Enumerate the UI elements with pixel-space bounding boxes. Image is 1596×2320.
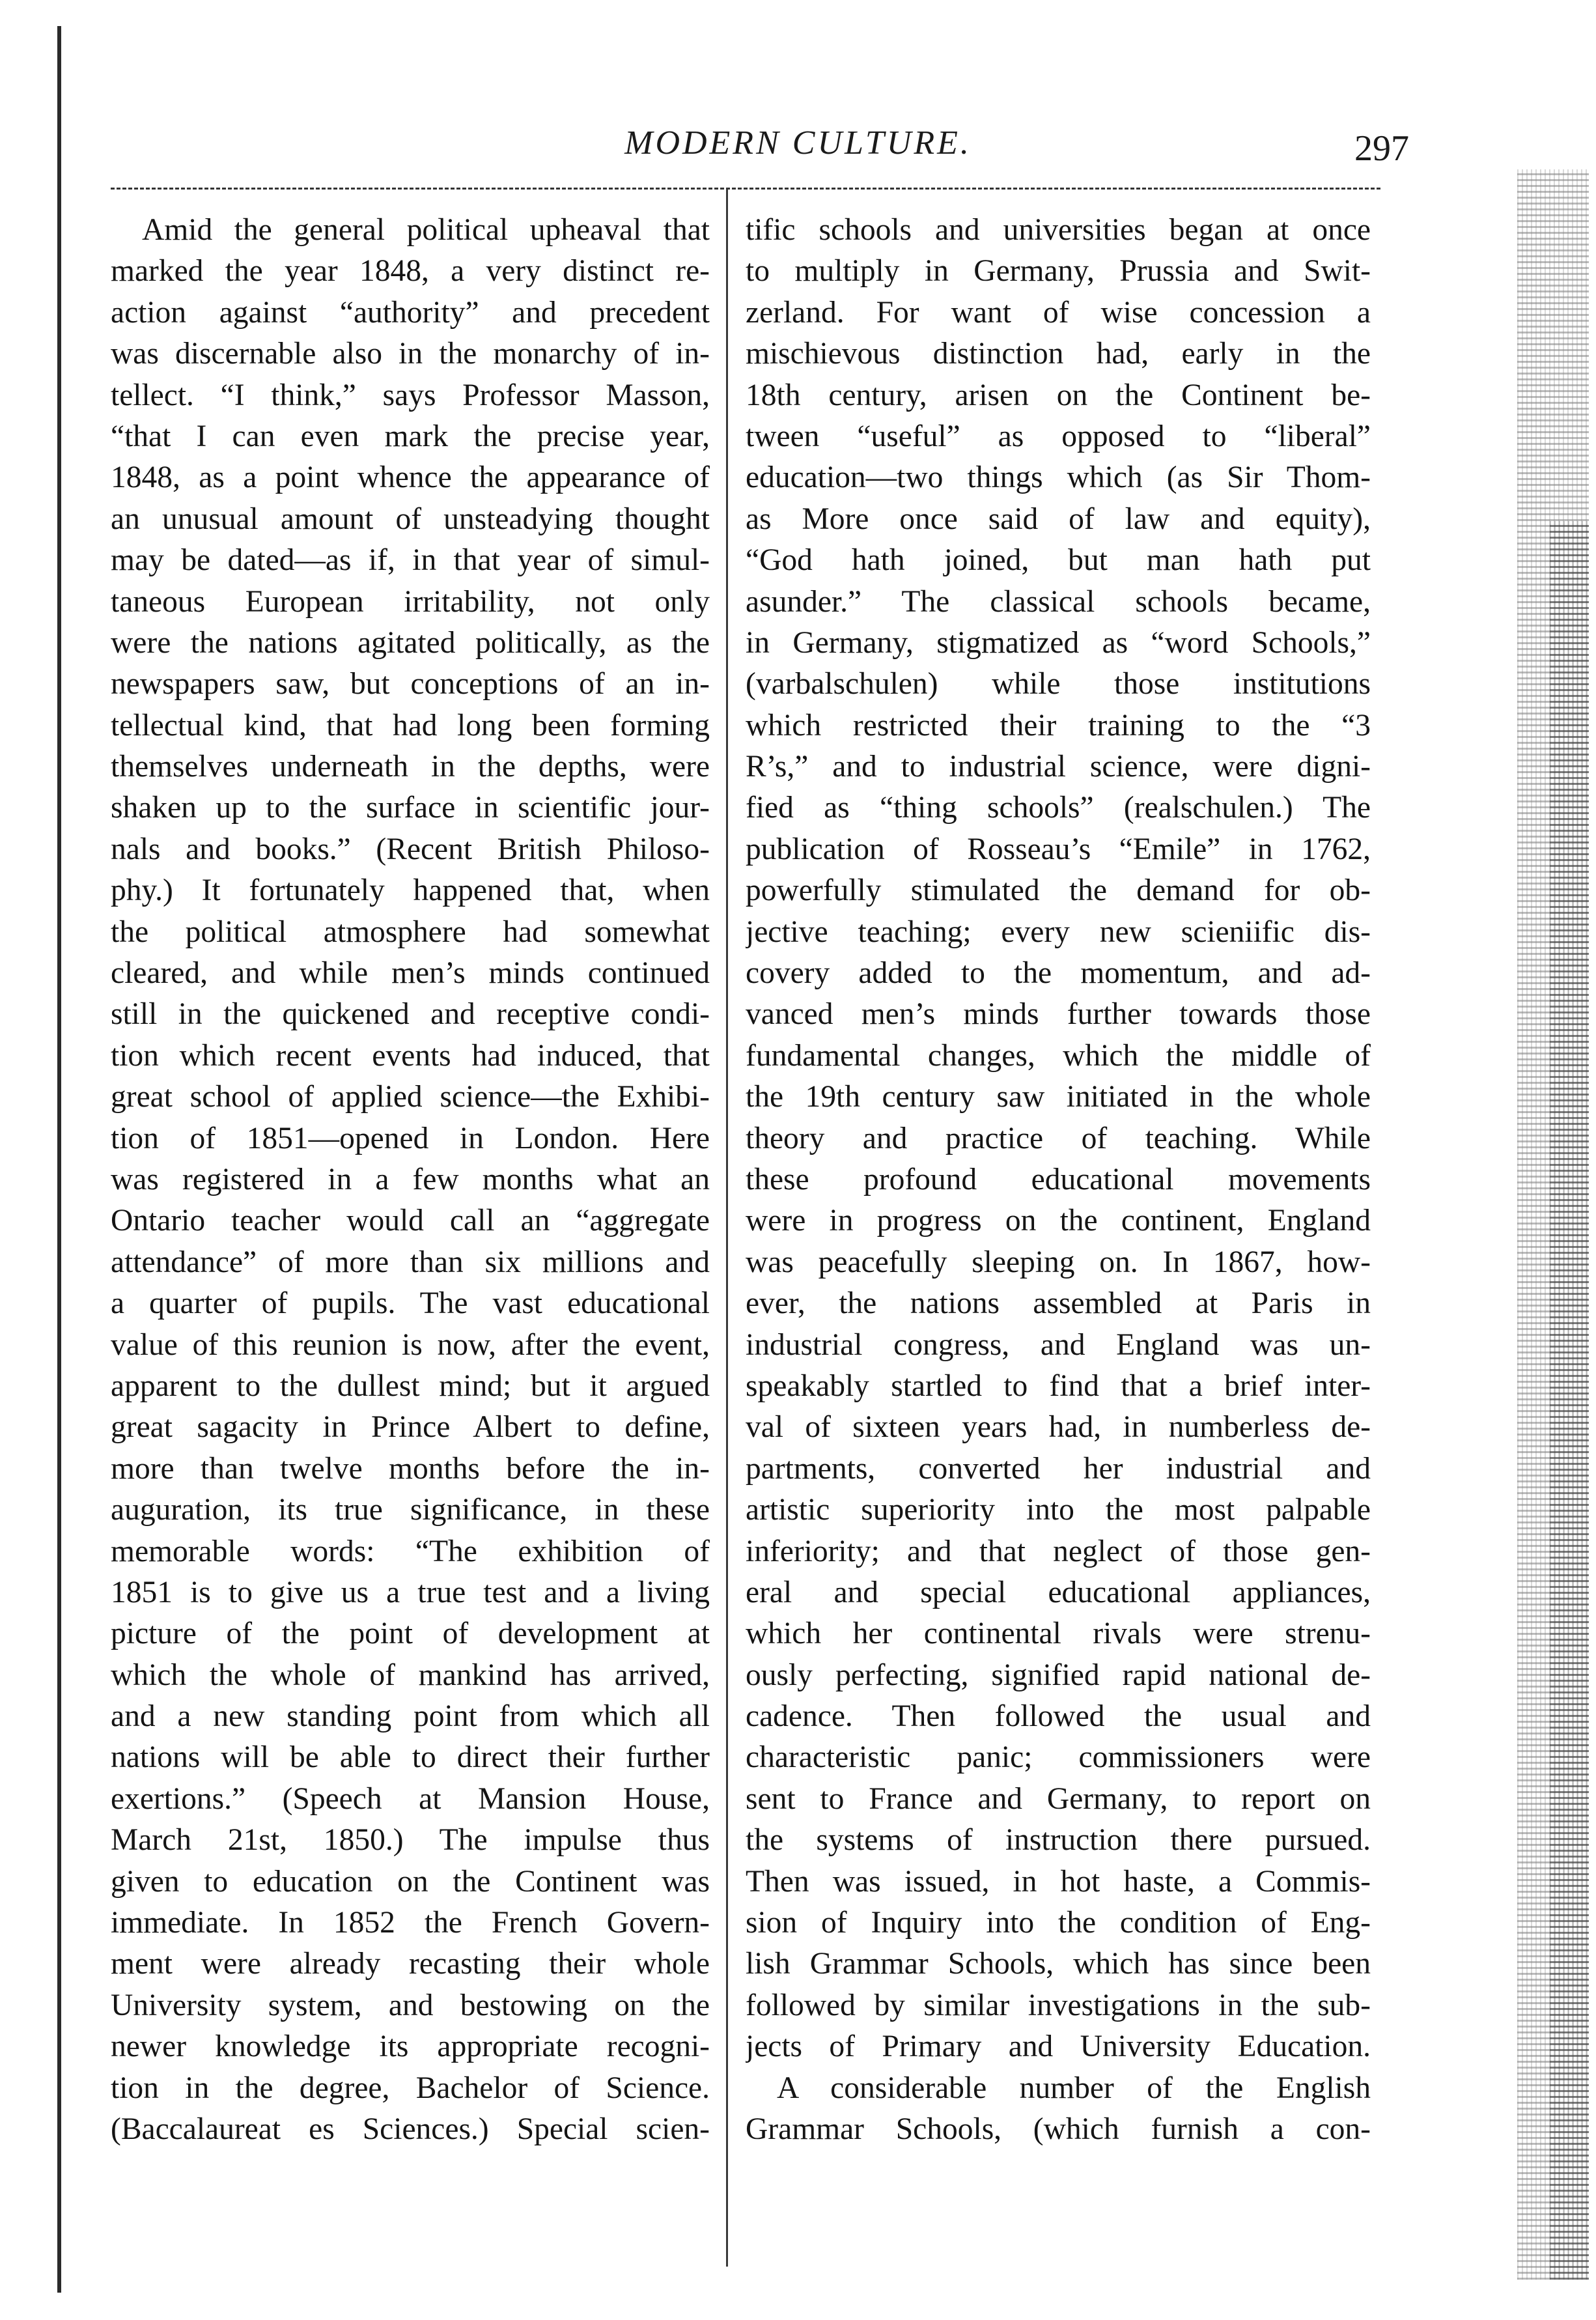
text-line: March 21st, 1850.) The impulse thus (111, 1823, 710, 1858)
text-line: marked the year 1848, a very distinct re- (111, 254, 710, 289)
text-line: was registered in a few months what an (111, 1162, 710, 1196)
text-line: shaken up to the surface in scientific jour- (111, 791, 710, 825)
text-line: ever, the nations assembled at Paris in (746, 1286, 1371, 1321)
text-line: which restricted their training to the “3 (746, 708, 1371, 743)
page-edge-noise-dense (1550, 521, 1589, 2280)
text-line: still in the quickened and receptive condi- (111, 997, 710, 1032)
text-line: Then was issued, in hot haste, a Commis- (746, 1864, 1371, 1899)
column-divider (726, 189, 728, 2267)
text-line: phy.) It fortunately happened that, when (111, 873, 710, 908)
text-line: tion which recent events had induced, that (111, 1038, 710, 1073)
text-line: newspapers saw, but conceptions of an in- (111, 667, 710, 701)
text-line: cadence. Then followed the usual and (746, 1699, 1371, 1734)
text-line: sion of Inquiry into the condition of Eng- (746, 1906, 1371, 1940)
text-line: publication of Rosseau’s “Emile” in 1762, (746, 832, 1371, 866)
text-line: tion in the degree, Bachelor of Science. (111, 2071, 710, 2105)
text-line: given to education on the Continent was (111, 1864, 710, 1899)
text-line: nations will be able to direct their further (111, 1740, 710, 1775)
text-line: memorable words: “The exhibition of (111, 1534, 710, 1568)
text-line: immediate. In 1852 the French Govern- (111, 1906, 710, 1940)
text-line: sent to France and Germany, to report on (746, 1781, 1371, 1816)
page-number: 297 (1354, 128, 1409, 169)
text-line: tific schools and universities began at once (746, 213, 1371, 247)
text-line: was discernable also in the monarchy of in- (111, 337, 710, 371)
right-column (746, 210, 1371, 2150)
text-line: these profound educational movements (746, 1162, 1371, 1196)
text-line: “God hath joined, but man hath put (746, 543, 1371, 578)
text-line: an unusual amount of unsteadying thought (111, 502, 710, 536)
text-line: and a new standing point from which all (111, 1699, 710, 1734)
text-line: to multiply in Germany, Prussia and Swit- (746, 254, 1371, 289)
text-line: as More once said of law and equity), (746, 502, 1371, 536)
text-line: newer knowledge its appropriate recogni- (111, 2030, 710, 2064)
text-line: tellect. “I think,” says Professor Masson, (111, 378, 710, 412)
text-line: the 19th century saw initiated in the whole (746, 1080, 1371, 1114)
text-line: which her continental rivals were strenu- (746, 1617, 1371, 1651)
text-line: “that I can even mark the precise year, (111, 419, 710, 453)
text-line: action against “authority” and precedent (111, 295, 710, 330)
text-line: jective teaching; every new scieniific dis- (746, 914, 1371, 949)
text-line: followed by similar investigations in the sub- (746, 1988, 1371, 2022)
text-line: eral and special educational appliances, (746, 1575, 1371, 1609)
text-line: great school of applied science—the Exhibi- (111, 1080, 710, 1114)
text-line: tion of 1851—opened in London. Here (111, 1121, 710, 1155)
text-line: were the nations agitated politically, as the (111, 625, 710, 660)
text-line: covery added to the momentum, and ad- (746, 956, 1371, 991)
text-line: inferiority; and that neglect of those gen- (746, 1534, 1371, 1568)
text-line: in Germany, stigmatized as “word Schools,” (746, 625, 1371, 660)
text-line: education—two things which (as Sir Thom- (746, 460, 1371, 495)
text-line: attendance” of more than six millions and (111, 1245, 710, 1279)
text-line: val of sixteen years had, in numberless de- (746, 1410, 1371, 1445)
text-line: taneous European irritability, not only (111, 584, 710, 619)
text-line: industrial congress, and England was un- (746, 1327, 1371, 1362)
text-line: themselves underneath in the depths, were (111, 750, 710, 784)
text-line: lish Grammar Schools, which has since been (746, 1947, 1371, 1981)
text-line: may be dated—as if, in that year of simul- (111, 543, 710, 578)
text-line: Grammar Schools, (which furnish a con- (746, 2112, 1371, 2146)
text-line: auguration, its true significance, in these (111, 1493, 710, 1527)
text-line: (Baccalaureat es Sciences.) Special scien- (111, 2112, 710, 2146)
text-line: was peacefully sleeping on. In 1867, how- (746, 1245, 1371, 1279)
text-line: exertions.” (Speech at Mansion House, (111, 1781, 710, 1816)
text-line: University system, and bestowing on the (111, 1988, 710, 2022)
text-line: partments, converted her industrial and (746, 1451, 1371, 1486)
header-rule (111, 188, 1380, 190)
text-line: nals and books.” (Recent British Philoso- (111, 832, 710, 866)
text-line: speakably startled to find that a brief inter- (746, 1368, 1371, 1403)
text-line: characteristic panic; commissioners were (746, 1740, 1371, 1775)
text-line: zerland. For want of wise concession a (746, 295, 1371, 330)
text-line: picture of the point of development at (111, 1617, 710, 1651)
running-title: MODERN CULTURE. (624, 124, 972, 162)
binding-edge (57, 26, 61, 2293)
text-line: a quarter of pupils. The vast educational (111, 1286, 710, 1321)
text-line: fundamental changes, which the middle of (746, 1038, 1371, 1073)
text-line: powerfully stimulated the demand for ob- (746, 873, 1371, 908)
text-line: Ontario teacher would call an “aggregate (111, 1204, 710, 1238)
text-line: cleared, and while men’s minds continued (111, 956, 710, 991)
text-line: theory and practice of teaching. While (746, 1121, 1371, 1155)
text-line: 18th century, arisen on the Continent be- (746, 378, 1371, 412)
left-column (111, 210, 710, 2150)
text-line: asunder.” The classical schools became, (746, 584, 1371, 619)
text-line: jects of Primary and University Education. (746, 2030, 1371, 2064)
text-line: tween “useful” as opposed to “liberal” (746, 419, 1371, 453)
text-line: were in progress on the continent, England (746, 1204, 1371, 1238)
text-line: the systems of instruction there pursued. (746, 1823, 1371, 1858)
text-line: R’s,” and to industrial science, were digni- (746, 750, 1371, 784)
text-line: 1848, as a point whence the appearance of (111, 460, 710, 495)
text-line: (varbalschulen) while those institutions (746, 667, 1371, 701)
text-line: 1851 is to give us a true test and a living (111, 1575, 710, 1609)
text-line: A considerable number of the English (777, 2071, 1371, 2105)
text-line: mischievous distinction had, early in the (746, 337, 1371, 371)
text-line: ment were already recasting their whole (111, 1947, 710, 1981)
text-line: artistic superiority into the most palpable (746, 1493, 1371, 1527)
text-line: tellectual kind, that had long been forming (111, 708, 710, 743)
text-line: apparent to the dullest mind; but it argued (111, 1368, 710, 1403)
text-line: which the whole of mankind has arrived, (111, 1658, 710, 1692)
text-line: ously perfecting, signified rapid national de- (746, 1658, 1371, 1692)
text-line: vanced men’s minds further towards those (746, 997, 1371, 1032)
text-line: Amid the general political upheaval that (142, 213, 710, 247)
text-line: fied as “thing schools” (realschulen.) The (746, 791, 1371, 825)
text-line: great sagacity in Prince Albert to define, (111, 1410, 710, 1445)
text-line: the political atmosphere had somewhat (111, 914, 710, 949)
text-line: more than twelve months before the in- (111, 1451, 710, 1486)
text-line: value of this reunion is now, after the event, (111, 1327, 710, 1362)
